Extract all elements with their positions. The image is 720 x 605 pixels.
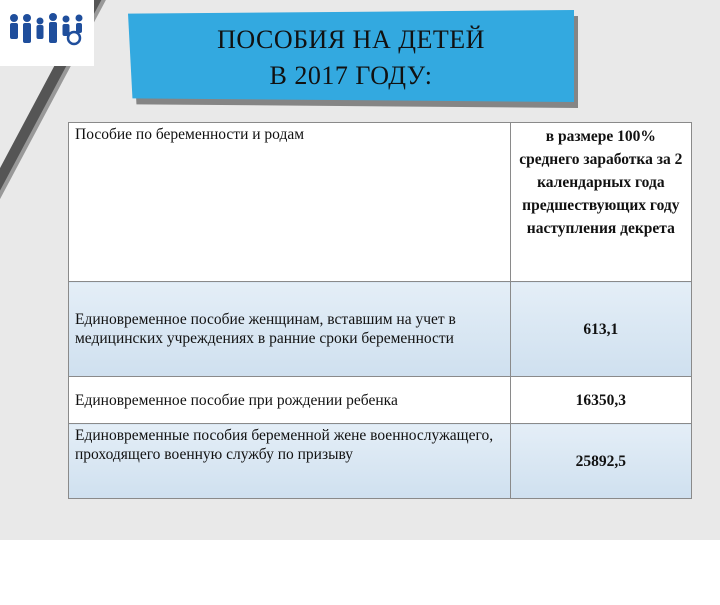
benefit-name: Единовременные пособия беременной жене военнослужащего, проходящего военную службу по призыву	[69, 424, 511, 499]
title-line-1: ПОСОБИЯ НА ДЕТЕЙ	[217, 25, 485, 54]
table-row	[69, 123, 692, 282]
table-row	[69, 377, 692, 424]
benefit-name: Пособие по беременности и родам	[69, 123, 511, 282]
title-line-2: В 2017 ГОДУ:	[269, 61, 433, 90]
benefit-value: 25892,5	[510, 424, 691, 499]
benefit-value: 613,1	[510, 282, 691, 377]
benefit-name: Единовременное пособие женщинам, вставшим на учет в медицинских учреждениях в ранние сроки беременности	[69, 282, 511, 377]
page-title	[128, 22, 574, 94]
benefit-name: Единовременное пособие при рождении ребенка	[69, 377, 511, 424]
benefit-value: в размере 100% среднего заработка за 2 календарных года предшествующих году наступления декрета	[510, 123, 691, 282]
family-people-icon	[8, 12, 86, 46]
benefit-value: 16350,3	[510, 377, 691, 424]
table-row	[69, 282, 692, 377]
table-row	[69, 424, 692, 499]
benefits-table	[68, 122, 692, 499]
logo	[0, 0, 94, 66]
